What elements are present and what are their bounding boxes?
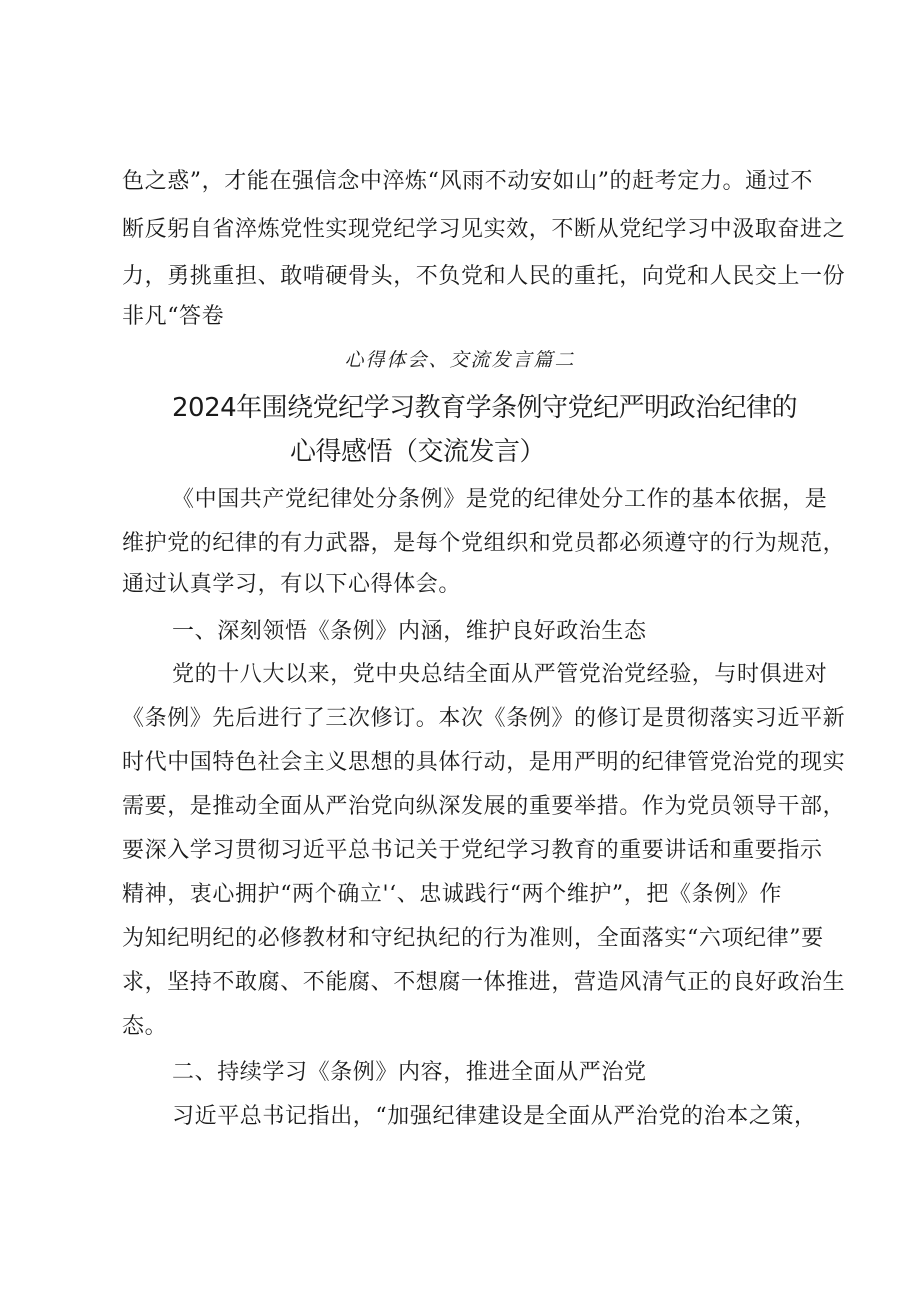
section-heading: 一、深刻领悟《条例》内涵，维护良好政治生态 <box>172 619 647 644</box>
text-line: 《中国共产党纪律处分条例》是党的纪律处分工作的基本依据，是 <box>172 487 828 512</box>
text-line: 维护党的纪律的有力武器，是每个党组织和党员都必须遵守的行为规范， <box>122 531 846 556</box>
article-title-line-1: 2024年围绕党纪学习教育学条例守党纪严明政治纪律的 <box>172 393 798 423</box>
section-heading: 二、持续学习《条例》内容，推进全面从严治党 <box>172 1060 647 1085</box>
text-line: 精神，衷心拥护“两个确立'‘、忠诚践行“两个维护”，把《条例》作 <box>122 882 782 907</box>
text-line: 为知纪明纪的必修教材和守纪执纪的行为准则，全面落实“六项纪律”要 <box>122 926 824 951</box>
text-line: 要深入学习贯彻习近平总书记关于党纪学习教育的重要讲话和重要指示 <box>122 838 823 863</box>
text-line: 非凡“答卷 <box>122 304 225 329</box>
text-line: 党的十八大以来，党中央总结全面从严管党治党经验，与时俱进对 <box>172 662 828 687</box>
text-line: 态。 <box>122 1014 168 1039</box>
text-line: 求，坚持不敢腐、不能腐、不想腐一体推进，营造风清气正的良好政治生 <box>122 970 846 995</box>
text-line: 需要，是推动全面从严治党向纵深发展的重要举措。作为党员领导干部， <box>122 794 846 819</box>
text-line: 色之惑”，才能在强信念中淬炼“风雨不动安如山”的赶考定力。通过不 <box>122 169 813 194</box>
text-line: 通过认真学习，有以下心得体会。 <box>122 572 462 597</box>
text-line: 习近平总书记指出，“加强纪律建设是全面从严治党的治本之策， <box>172 1104 817 1129</box>
text-line: 断反躬自省淬炼党性实现党纪学习见实效，不断从党纪学习中汲取奋进之 <box>122 217 846 242</box>
article-title-line-2: 心得感悟（交流发言） <box>290 437 546 467</box>
text-line: 时代中国特色社会主义思想的具体行动，是用严明的纪律管党治党的现实 <box>122 750 846 775</box>
text-line: 力，勇挑重担、敢啃硬骨头，不负党和人民的重托，向党和人民交上一份 <box>122 264 846 289</box>
section-label: 心得体会、交流发言篇二 <box>344 349 576 371</box>
text-line: 《条例》先后进行了三次修订。本次《条例》的修订是贯彻落实习近平新 <box>122 706 846 731</box>
